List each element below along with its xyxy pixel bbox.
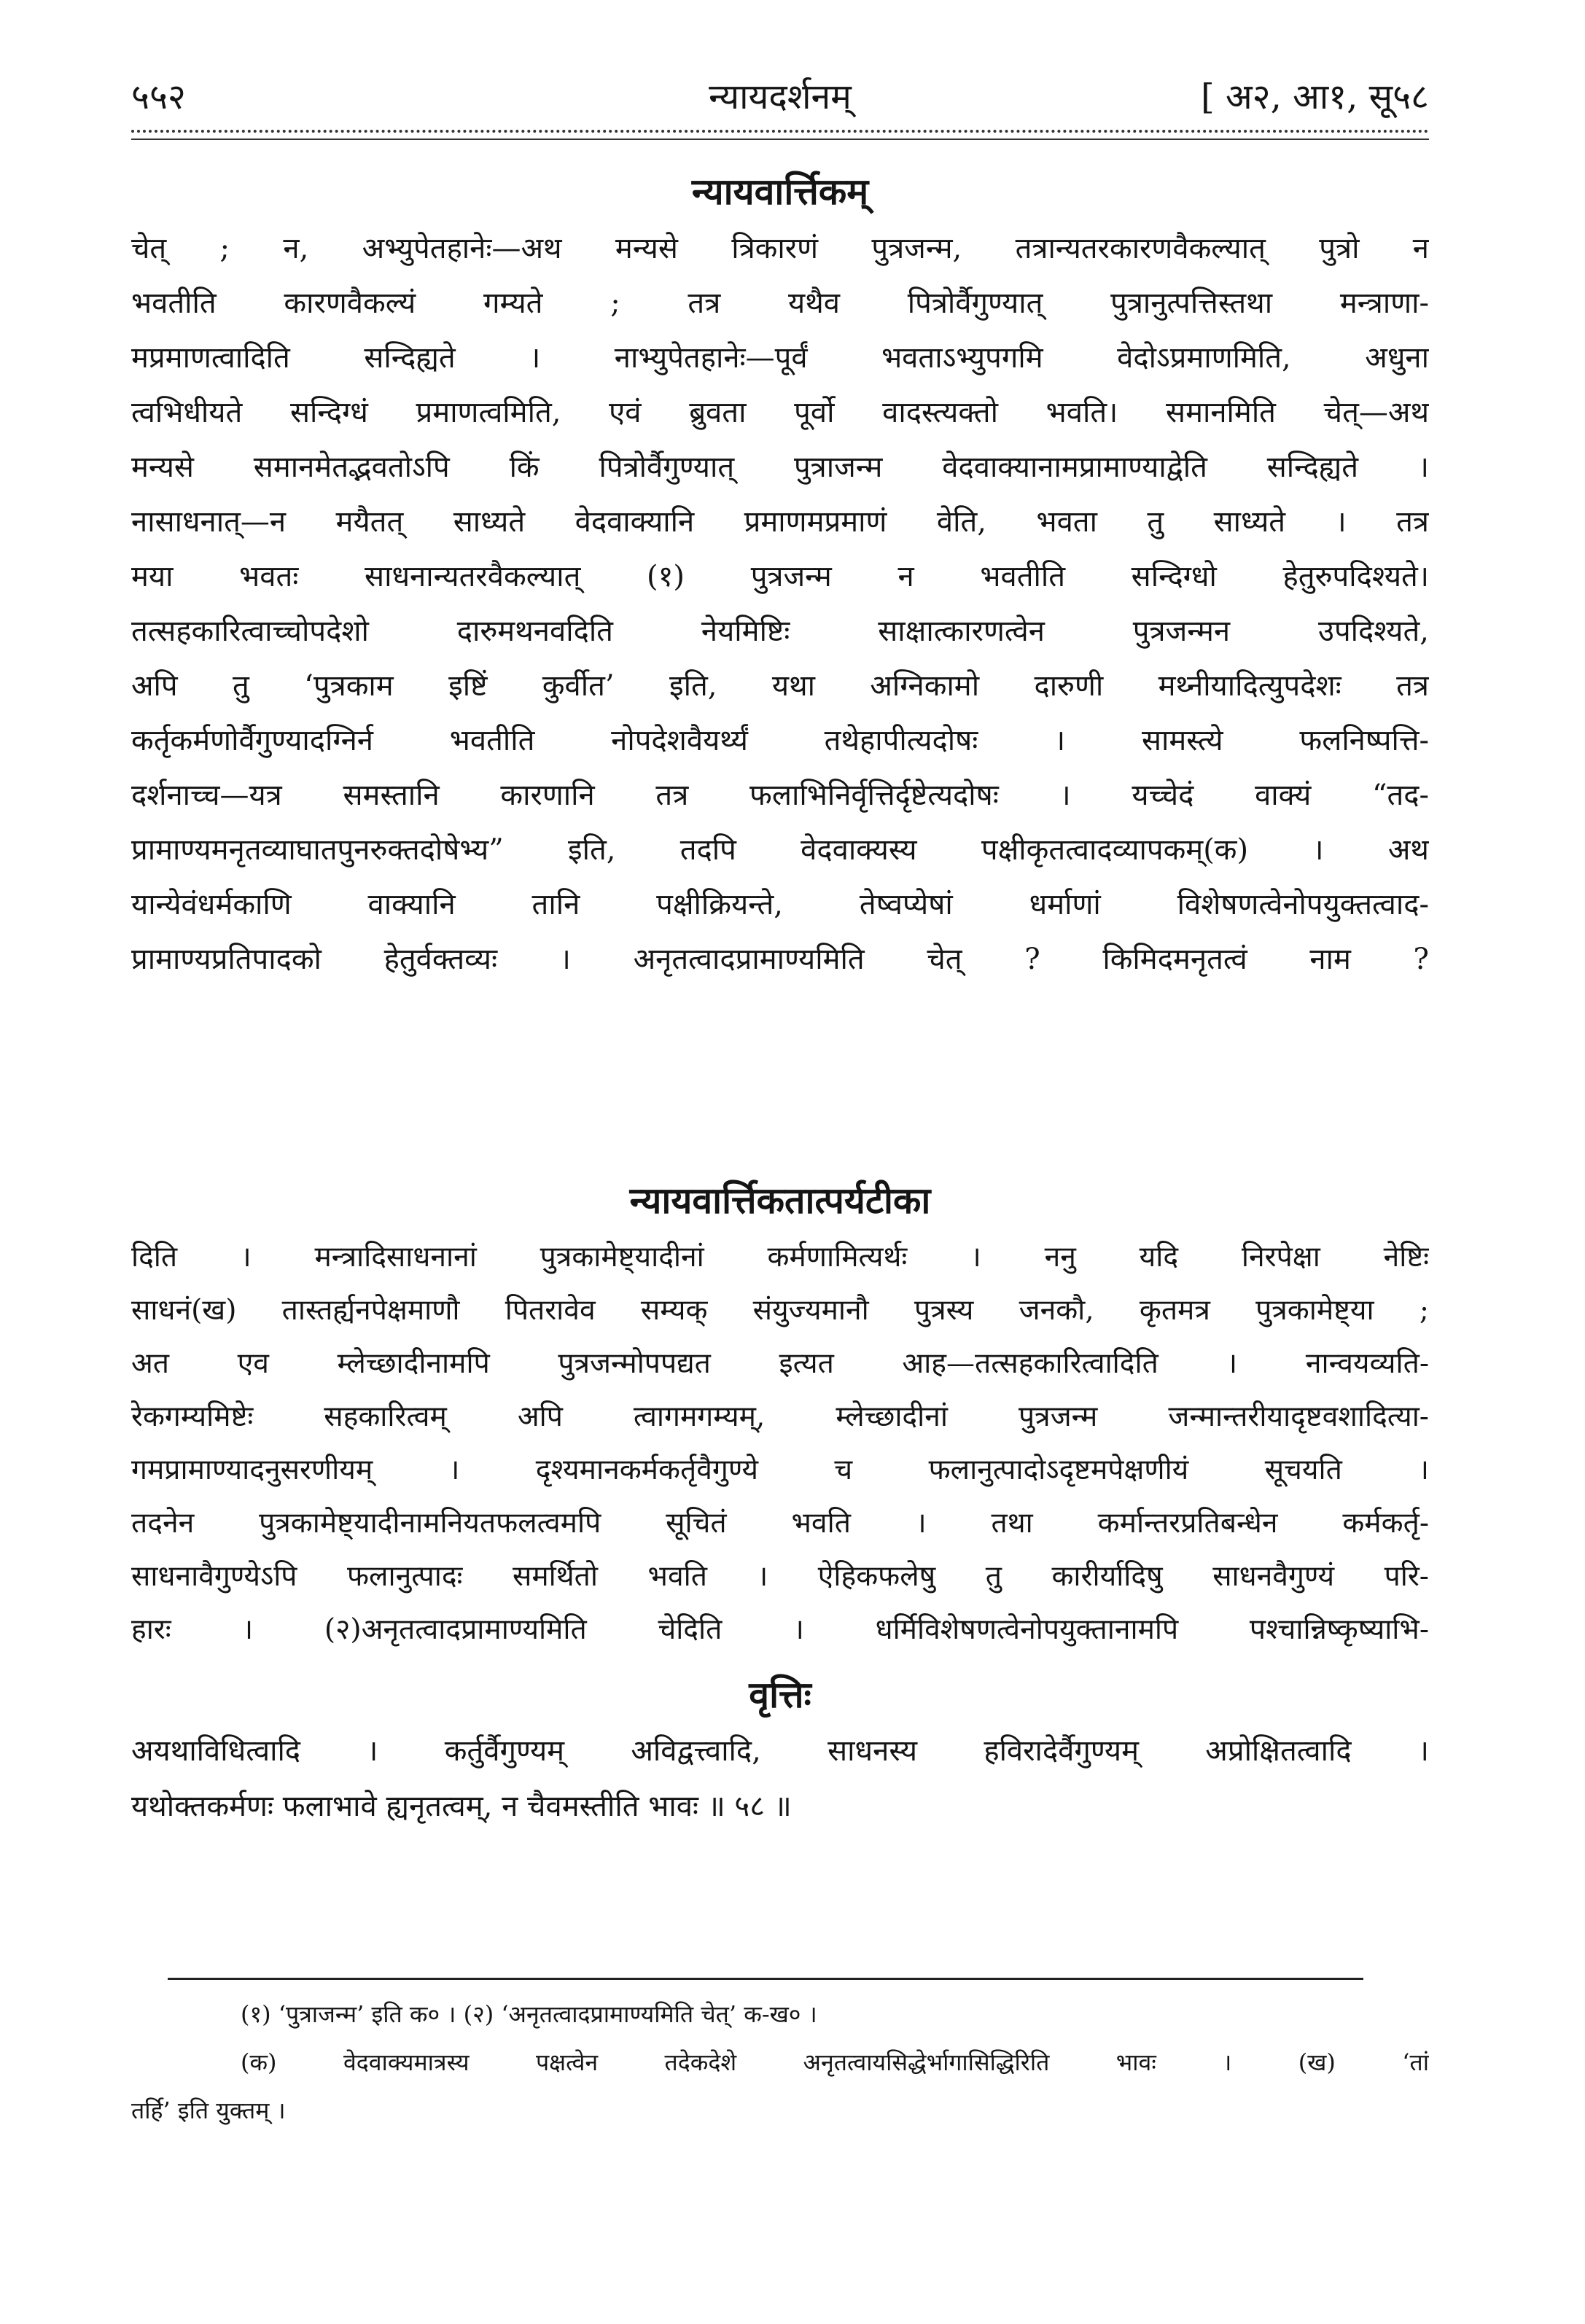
text-line: प्रामाण्यप्रतिपादको हेतुर्वक्तव्यः । अनृतत्वादप्रामाण्यमिति चेत् ? किमिदमनृतत्वं नाम ? <box>131 943 1429 976</box>
heading-vritti: वृत्तिः <box>749 1673 811 1716</box>
text-line: अत एव म्लेच्छादीनामपि पुत्रजन्मोपपद्यत इत्यत आह—तत्सहकारित्वादिति । नान्वयव्यति- <box>131 1347 1429 1380</box>
text-line: नासाधनात्—न मयैतत् साध्यते वेदवाक्यानि प्रमाणमप्रमाणं वेति, भवता तु साध्यते । तत्र <box>131 505 1429 539</box>
vritti-text <box>131 1723 1429 1834</box>
vartika-text <box>131 222 1429 987</box>
text-line: कर्तृकर्मणोर्वैगुण्यादग्निर्न भवतीति नोपदेशवैयर्थ्यं तथेहापीत्यदोषः । सामस्त्ये फलनिष्पत्ति- <box>131 724 1429 757</box>
text-line: यान्येवंधर्मकाणि वाक्यानि तानि पक्षीक्रियन्ते, तेष्वप्येषां धर्माणां विशेषणत्वेनोपयुक्तत्वाद- <box>131 888 1429 921</box>
text-line: दिति । मन्त्रादिसाधनानां पुत्रकामेष्ट्यादीनां कर्मणामित्यर्थः । ननु यदि निरपेक्षा नेष्टिः <box>131 1241 1429 1274</box>
footnote-line: तर्हि’ इति युक्तम् । <box>131 2097 286 2124</box>
text-line: साधनं(ख) तास्तर्ह्यनपेक्षमाणौ पितरावेव सम्यक् संयुज्यमानौ पुत्रस्य जनकौ, कृतमत्र पुत्रकामेष्ट्या ; <box>131 1294 1429 1327</box>
text-line: मप्रमाणत्वादिति सन्दिह्यते । नाभ्युपेतहानेः—पूर्वं भवताऽभ्युपगमि वेदोऽप्रमाणमिति, अधुना <box>131 341 1429 375</box>
page-header <box>131 64 1429 130</box>
text-line: गमप्रामाण्यादनुसरणीयम् । दृश्यमानकर्मकर्तृवैगुण्ये च फलानुत्पादोऽदृष्टमपेक्षणीयं सूचयति । <box>131 1454 1429 1486</box>
text-line: तत्सहकारित्वाच्चोपदेशो दारुमथनवदिति नेयमिष्टिः साक्षात्कारणत्वेन पुत्रजन्मन उपदिश्यते, <box>131 615 1429 648</box>
section-reference: [ अ२, आ१, सू५८ <box>1200 77 1429 117</box>
tika-text <box>131 1231 1429 1656</box>
text-line: त्वभिधीयते सन्दिग्धं प्रमाणत्वमिति, एवं ब्रुवता पूर्वो वादस्त्यक्तो भवति। समानमिति चेत्—अथ <box>131 396 1429 429</box>
text-line: तदनेन पुत्रकामेष्ट्यादीनामनियतफलत्वमपि सूचितं भवति । तथा कर्मान्तरप्रतिबन्धेन कर्मकर्तृ- <box>131 1507 1429 1540</box>
text-line: मन्यसे समानमेतद्भवतोऽपि किं पित्रोर्वैगुण्यात् पुत्राजन्म वेदवाक्यानामप्रामाण्याद्वेति सन्दिह्यते । <box>131 451 1429 484</box>
footnote-line: (१) ‘पुत्राजन्म’ इति क० । (२) ‘अनृतत्वादप्रामाण्यमिति चेत्’ क-ख० । <box>241 2000 817 2028</box>
text-line: रेकगम्यमिष्टेः सहकारित्वम् अपि त्वागमगम्यम्, म्लेच्छादीनां पुत्रजन्म जन्मान्तरीयादृष्टवशादित्या- <box>131 1400 1429 1433</box>
text-line: चेत् ; न, अभ्युपेतहानेः—अथ मन्यसे त्रिकारणं पुत्रजन्म, तत्रान्यतरकारणवैकल्यात् पुत्रो न <box>131 232 1429 265</box>
text-line: प्रामाण्यमनृतव्याघातपुनरुक्तदोषेभ्य” इति, तदपि वेदवाक्यस्य पक्षीकृतत्वादव्यापकम्(क) । अथ <box>131 833 1429 867</box>
footnote-rule <box>168 1978 1363 1980</box>
text-line: अपि तु ‘पुत्रकाम इष्टिं कुर्वीत’ इति, यथा अग्निकामो दारुणी मथ्नीयादित्युपदेशः तत्र <box>131 669 1429 703</box>
text-line: हारः । (२)अनृतत्वादप्रामाण्यमिति चेदिति । धर्मिविशेषणत्वेनोपयुक्तानामपि पश्चान्निष्कृष्याभि- <box>131 1613 1429 1646</box>
heading-tika: न्यायवार्त्तिकतात्पर्यटीका <box>629 1179 931 1222</box>
header-rule <box>131 130 1429 140</box>
text-line: अयथाविधित्वादि । कर्तुर्वैगुण्यम् अविद्वत्त्वादि, साधनस्य हविरादेर्वैगुण्यम् अप्रोक्षितत्वादि । <box>131 1734 1429 1768</box>
text-line: भवतीति कारणवैकल्यं गम्यते ; तत्र यथैव पित्रोर्वैगुण्यात् पुत्रानुत्पत्तिस्तथा मन्त्राणा- <box>131 286 1429 320</box>
heading-vartika: न्यायवार्त्तिकम् <box>691 170 869 213</box>
text-line: दर्शनाच्च—यत्र समस्तानि कारणानि तत्र फलाभिनिर्वृत्तिर्दृष्टेत्यदोषः । यच्चेदं वाक्यं “तद- <box>131 779 1429 812</box>
text-line: यथोक्तकर्मणः फलाभावे ह्यनृतत्वम्, न चैवमस्तीति भावः ॥ ५८ ॥ <box>131 1790 792 1823</box>
text-line: साधनावैगुण्येऽपि फलानुत्पादः समर्थितो भवति । ऐहिकफलेषु तु कारीर्यादिषु साधनवैगुण्यं परि- <box>131 1560 1429 1593</box>
running-title: न्यायदर्शनम् <box>709 77 852 117</box>
page-number: ५५२ <box>131 77 186 117</box>
text-line: मया भवतः साधनान्यतरवैकल्यात् (१) पुत्रजन्म न भवतीति सन्दिग्धो हेतुरुपदिश्यते। <box>131 560 1429 593</box>
footnote-line: (क) वेदवाक्यमात्रस्य पक्षत्वेन तदेकदेशे अनृतत्वायसिद्धेर्भागासिद्धिरिति भावः । (ख) ‘तां <box>241 2048 1429 2076</box>
footnotes <box>131 1990 1429 2134</box>
